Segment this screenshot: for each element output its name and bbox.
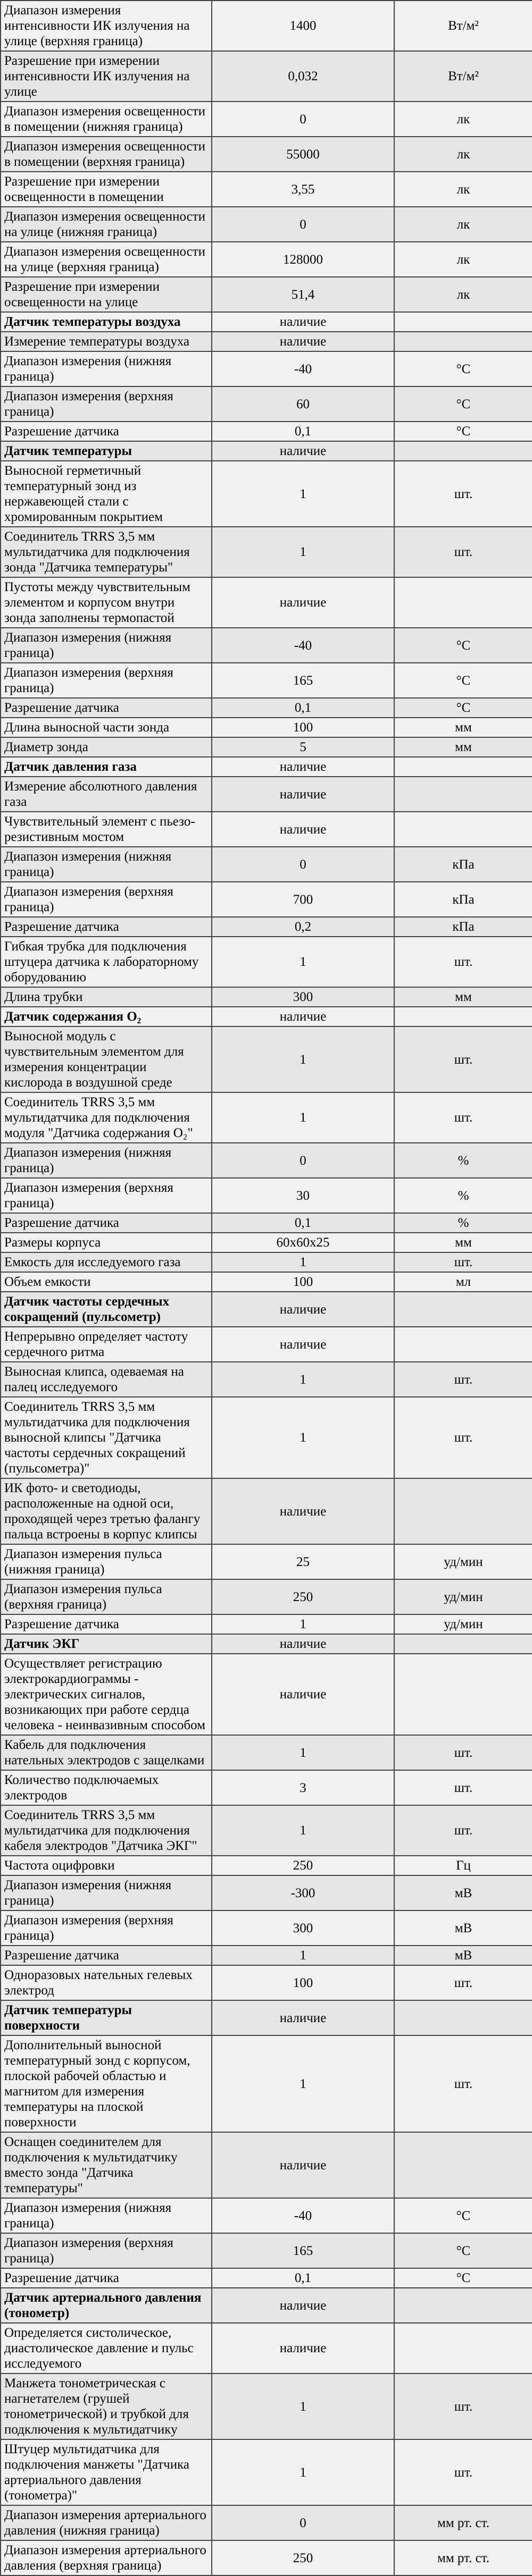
- parameter-name: Разрешение при измерении освещенности в помещении: [1, 172, 212, 207]
- parameter-name: Соединитель TRRS 3,5 мм мультидатчика для подключения модуля "Датчика содержания O₂": [1, 1092, 212, 1143]
- section-title: Датчик температуры поверхности: [1, 2000, 212, 2035]
- parameter-name: Количество подключаемых электродов: [1, 1770, 212, 1805]
- parameter-name: Диаметр зонда: [1, 737, 212, 757]
- parameter-value: наличие: [212, 812, 394, 847]
- parameter-name: Выносной герметичный температурный зонд из нержавеющей стали с хромированным покрытием: [1, 461, 212, 527]
- parameter-unit: [394, 1327, 532, 1362]
- section-title: Датчик температуры: [1, 441, 212, 461]
- table-row: [1, 1856, 532, 1875]
- parameter-value: 0: [212, 102, 394, 137]
- parameter-unit: шт.: [394, 527, 532, 577]
- table-row: [1, 1213, 532, 1233]
- parameter-value: 1: [212, 2035, 394, 2132]
- parameter-value: 1: [212, 1026, 394, 1092]
- parameter-value: наличие: [212, 2000, 394, 2035]
- parameter-value: 165: [212, 663, 394, 698]
- parameter-name: Дополнительный выносной температурный зонд с корпусом, плоской рабочей областью и магнитом для измерения температуры на плоской поверхности: [1, 2035, 212, 2132]
- parameter-name: Штуцер мультидатчика для подключения манжеты "Датчика артериального давления (тонометра)": [1, 2439, 212, 2505]
- parameter-name: Пустоты между чувствительным элементом и корпусом внутри зонда заполнены термопастой: [1, 577, 212, 628]
- parameter-name: Чувствительный элемент с пьезо-резистивным мостом: [1, 812, 212, 847]
- table-row: [1, 1544, 532, 1579]
- parameter-value: 25: [212, 1544, 394, 1579]
- parameter-name: Разрешение датчика: [1, 917, 212, 937]
- table-row: [1, 698, 532, 718]
- parameter-name: Разрешение датчика: [1, 2268, 212, 2288]
- parameter-name: Выносной модуль с чувствительным элементом для измерения концентрации кислорода в воздушной среде: [1, 1026, 212, 1092]
- table-row: [1, 1614, 532, 1634]
- parameter-name: Частота оцифровки: [1, 1856, 212, 1875]
- parameter-value: 0,1: [212, 1213, 394, 1233]
- parameter-unit: [394, 1654, 532, 1735]
- table-row: [1, 1965, 532, 2000]
- table-row: [1, 917, 532, 937]
- parameter-value: наличие: [212, 2323, 394, 2373]
- table-row: [1, 577, 532, 628]
- parameter-value: 1: [212, 1614, 394, 1634]
- section-row: [1, 441, 532, 461]
- table-row: [1, 1, 532, 51]
- parameter-value: 0: [212, 847, 394, 882]
- parameter-name: Осуществляет регистрацию электрокардиограммы - электрических сигналов, возникающих при работе сердца человека - неинвазивным способом: [1, 1654, 212, 1735]
- parameter-unit: шт.: [394, 1805, 532, 1856]
- parameter-value: 250: [212, 1856, 394, 1875]
- parameter-value: 1: [212, 1946, 394, 1965]
- table-row: [1, 812, 532, 847]
- table-row: [1, 1478, 532, 1544]
- parameter-name: Емкость для исследуемого газа: [1, 1252, 212, 1272]
- parameter-unit: мм: [394, 718, 532, 737]
- parameter-name: Диапазон измерения освещенности на улице (нижняя граница): [1, 207, 212, 242]
- parameter-unit: [394, 441, 532, 461]
- parameter-name: Соединитель TRRS 3,5 мм мультидатчика для подключения кабеля электродов "Датчика ЭКГ": [1, 1805, 212, 1856]
- parameter-name: Диапазон измерения (нижняя граница): [1, 1143, 212, 1178]
- parameter-name: Диапазон измерения интенсивности ИК излучения на улице (верхняя граница): [1, 1, 212, 51]
- parameter-value: 1: [212, 1092, 394, 1143]
- section-row: [1, 1634, 532, 1654]
- parameter-unit: кПа: [394, 917, 532, 937]
- parameter-name: Непрерывно определяет частоту сердечного ритма: [1, 1327, 212, 1362]
- parameter-unit: лк: [394, 277, 532, 312]
- parameter-unit: %: [394, 1213, 532, 1233]
- parameter-name: Диапазон измерения (верхняя граница): [1, 1910, 212, 1946]
- parameter-unit: [394, 2132, 532, 2198]
- parameter-unit: мл: [394, 1272, 532, 1292]
- parameter-unit: мВ: [394, 1910, 532, 1946]
- table-row: [1, 1272, 532, 1292]
- section-title: Датчик частоты сердечных сокращений (пульсометр): [1, 1292, 212, 1327]
- parameter-unit: °С: [394, 2198, 532, 2233]
- parameter-value: 700: [212, 882, 394, 917]
- parameter-name: Диапазон измерения освещенности в помещении (нижняя граница): [1, 102, 212, 137]
- parameter-unit: °С: [394, 2233, 532, 2268]
- section-row: [1, 2288, 532, 2323]
- table-row: [1, 277, 532, 312]
- table-row: [1, 2132, 532, 2198]
- parameter-name: Определяется систолическое, диастолическое давление и пульс исследуемого: [1, 2323, 212, 2373]
- parameter-unit: уд/мин: [394, 1544, 532, 1579]
- parameter-name: Диапазон измерения (нижняя граница): [1, 1875, 212, 1910]
- parameter-unit: кПа: [394, 882, 532, 917]
- parameter-value: наличие: [212, 332, 394, 351]
- parameter-name: Диапазон измерения пульса (нижняя граница): [1, 1544, 212, 1579]
- spec-table-body: [1, 1, 532, 2575]
- table-row: [1, 1579, 532, 1614]
- parameter-unit: мВ: [394, 1946, 532, 1965]
- parameter-name: Разрешение датчика: [1, 1946, 212, 1965]
- parameter-name: Объем емкости: [1, 1272, 212, 1292]
- parameter-value: 1: [212, 1362, 394, 1397]
- parameter-value: 30: [212, 1178, 394, 1213]
- parameter-value: наличие: [212, 577, 394, 628]
- parameter-unit: °С: [394, 698, 532, 718]
- table-row: [1, 1092, 532, 1143]
- parameter-unit: %: [394, 1178, 532, 1213]
- parameter-value: 0: [212, 2505, 394, 2540]
- table-row: [1, 847, 532, 882]
- parameter-unit: шт.: [394, 2035, 532, 2132]
- table-row: [1, 2540, 532, 2575]
- table-row: [1, 777, 532, 812]
- parameter-value: наличие: [212, 1634, 394, 1654]
- table-row: [1, 1252, 532, 1272]
- table-row: [1, 1362, 532, 1397]
- parameter-value: 60x60x25: [212, 1233, 394, 1252]
- parameter-value: 165: [212, 2233, 394, 2268]
- parameter-name: Разрешение при измерении интенсивности ИК излучения на улице: [1, 51, 212, 102]
- section-row: [1, 312, 532, 332]
- parameter-unit: [394, 757, 532, 777]
- parameter-unit: [394, 1634, 532, 1654]
- parameter-unit: %: [394, 1143, 532, 1178]
- section-row: [1, 2000, 532, 2035]
- parameter-unit: [394, 1292, 532, 1327]
- parameter-name: Диапазон измерения (нижняя граница): [1, 847, 212, 882]
- parameter-value: 55000: [212, 137, 394, 172]
- table-row: [1, 718, 532, 737]
- parameter-value: -300: [212, 1875, 394, 1910]
- parameter-value: 300: [212, 1910, 394, 1946]
- parameter-value: 300: [212, 987, 394, 1007]
- table-row: [1, 1805, 532, 1856]
- parameter-value: 1: [212, 527, 394, 577]
- parameter-value: 250: [212, 2540, 394, 2575]
- table-row: [1, 1327, 532, 1362]
- table-row: [1, 2373, 532, 2439]
- table-row: [1, 351, 532, 386]
- table-row: [1, 1910, 532, 1946]
- parameter-unit: шт.: [394, 1252, 532, 1272]
- parameter-unit: °С: [394, 628, 532, 663]
- parameter-name: Диапазон измерения артериального давления (нижняя граница): [1, 2505, 212, 2540]
- parameter-unit: [394, 777, 532, 812]
- parameter-name: Диапазон измерения (нижняя граница): [1, 351, 212, 386]
- parameter-name: Диапазон измерения (верхняя граница): [1, 1178, 212, 1213]
- parameter-unit: [394, 332, 532, 351]
- table-row: [1, 937, 532, 987]
- parameter-unit: мм: [394, 987, 532, 1007]
- parameter-value: 1: [212, 2439, 394, 2505]
- parameter-name: Одноразовых нательных гелевых электрод: [1, 1965, 212, 2000]
- parameter-value: наличие: [212, 1292, 394, 1327]
- parameter-name: Диапазон измерения (нижняя граница): [1, 2198, 212, 2233]
- parameter-unit: шт.: [394, 1965, 532, 2000]
- parameter-value: наличие: [212, 777, 394, 812]
- parameter-value: 100: [212, 1965, 394, 2000]
- section-title: Датчик содержания O₂: [1, 1007, 212, 1026]
- parameter-value: -40: [212, 628, 394, 663]
- parameter-name: Диапазон измерения пульса (верхняя граница): [1, 1579, 212, 1614]
- table-row: [1, 987, 532, 1007]
- parameter-value: 100: [212, 718, 394, 737]
- parameter-value: 0,032: [212, 51, 394, 102]
- parameter-unit: мм: [394, 1233, 532, 1252]
- parameter-unit: шт.: [394, 1735, 532, 1770]
- parameter-name: Измерение абсолютного давления газа: [1, 777, 212, 812]
- parameter-name: Гибкая трубка для подключения штуцера датчика к лабораторному оборудованию: [1, 937, 212, 987]
- parameter-unit: [394, 2323, 532, 2373]
- parameter-value: 128000: [212, 242, 394, 277]
- table-row: [1, 2198, 532, 2233]
- parameter-value: 3,55: [212, 172, 394, 207]
- parameter-value: 0: [212, 1143, 394, 1178]
- section-row: [1, 1007, 532, 1026]
- parameter-unit: [394, 1007, 532, 1026]
- parameter-unit: уд/мин: [394, 1579, 532, 1614]
- parameter-unit: [394, 2000, 532, 2035]
- parameter-name: Диапазон измерения (верхняя граница): [1, 2233, 212, 2268]
- parameter-name: Размеры корпуса: [1, 1233, 212, 1252]
- table-row: [1, 2268, 532, 2288]
- table-row: [1, 628, 532, 663]
- parameter-unit: [394, 812, 532, 847]
- section-title: Датчик ЭКГ: [1, 1634, 212, 1654]
- table-row: [1, 1735, 532, 1770]
- parameter-value: 60: [212, 386, 394, 422]
- parameter-unit: °С: [394, 2268, 532, 2288]
- parameter-unit: шт.: [394, 1397, 532, 1478]
- parameter-name: Разрешение датчика: [1, 698, 212, 718]
- parameter-name: Диапазон измерения (верхняя граница): [1, 882, 212, 917]
- table-row: [1, 1654, 532, 1735]
- parameter-unit: [394, 1478, 532, 1544]
- parameter-unit: °С: [394, 386, 532, 422]
- parameter-unit: мм рт. ст.: [394, 2505, 532, 2540]
- parameter-unit: [394, 312, 532, 332]
- parameter-unit: Вт/м²: [394, 51, 532, 102]
- parameter-name: Диапазон измерения освещенности в помещении (верхняя граница): [1, 137, 212, 172]
- parameter-value: 1400: [212, 1, 394, 51]
- parameter-name: Разрешение датчика: [1, 1213, 212, 1233]
- parameter-value: 1: [212, 1397, 394, 1478]
- parameter-value: 1: [212, 1735, 394, 1770]
- table-row: [1, 2439, 532, 2505]
- parameter-name: Оснащен соединителем для подключения к мультидатчику вместо зонда "Датчика температуры": [1, 2132, 212, 2198]
- parameter-value: 5: [212, 737, 394, 757]
- parameter-value: наличие: [212, 312, 394, 332]
- table-row: [1, 882, 532, 917]
- table-row: [1, 422, 532, 441]
- table-row: [1, 386, 532, 422]
- table-row: [1, 172, 532, 207]
- table-row: [1, 1397, 532, 1478]
- parameter-name: Соединитель TRRS 3,5 мм мультидатчика для подключения выносной клипсы "Датчика частоты сердечных сокращений (пульсометра)": [1, 1397, 212, 1478]
- parameter-value: наличие: [212, 1654, 394, 1735]
- parameter-value: 0,1: [212, 422, 394, 441]
- parameter-name: Длина трубки: [1, 987, 212, 1007]
- parameter-name: Диапазон измерения освещенности на улице (верхняя граница): [1, 242, 212, 277]
- parameter-unit: шт.: [394, 1770, 532, 1805]
- parameter-unit: кПа: [394, 847, 532, 882]
- parameter-name: Кабель для подключения нательных электродов с защелками: [1, 1735, 212, 1770]
- parameter-value: наличие: [212, 441, 394, 461]
- section-title: Датчик артериального давления (тонометр): [1, 2288, 212, 2323]
- table-row: [1, 102, 532, 137]
- parameter-name: Разрешение при измерении освещенности на улице: [1, 277, 212, 312]
- parameter-unit: °С: [394, 663, 532, 698]
- parameter-value: -40: [212, 351, 394, 386]
- table-row: [1, 242, 532, 277]
- table-row: [1, 1026, 532, 1092]
- parameter-unit: шт.: [394, 1092, 532, 1143]
- table-row: [1, 527, 532, 577]
- parameter-name: Диапазон измерения (верхняя граница): [1, 386, 212, 422]
- parameter-unit: Гц: [394, 1856, 532, 1875]
- parameter-unit: шт.: [394, 1026, 532, 1092]
- parameter-value: -40: [212, 2198, 394, 2233]
- parameter-unit: шт.: [394, 461, 532, 527]
- parameter-value: наличие: [212, 2288, 394, 2323]
- parameter-name: Диапазон измерения артериального давления (верхняя граница): [1, 2540, 212, 2575]
- table-row: [1, 663, 532, 698]
- parameter-value: наличие: [212, 1478, 394, 1544]
- parameter-value: наличие: [212, 1007, 394, 1026]
- table-row: [1, 1143, 532, 1178]
- parameter-value: наличие: [212, 2132, 394, 2198]
- table-row: [1, 207, 532, 242]
- table-row: [1, 51, 532, 102]
- parameter-unit: °С: [394, 351, 532, 386]
- section-title: Датчик давления газа: [1, 757, 212, 777]
- table-row: [1, 332, 532, 351]
- parameter-unit: лк: [394, 137, 532, 172]
- table-row: [1, 2323, 532, 2373]
- table-row: [1, 2505, 532, 2540]
- parameter-unit: лк: [394, 102, 532, 137]
- parameter-name: Манжета тонометрическая с нагнетателем (грушей тонометрической) и трубкой для подключения к мультидатчику: [1, 2373, 212, 2439]
- parameter-value: 250: [212, 1579, 394, 1614]
- parameter-unit: шт.: [394, 937, 532, 987]
- parameter-value: 1: [212, 1252, 394, 1272]
- table-row: [1, 461, 532, 527]
- table-row: [1, 1178, 532, 1213]
- parameter-value: 3: [212, 1770, 394, 1805]
- parameter-value: 100: [212, 1272, 394, 1292]
- table-row: [1, 2233, 532, 2268]
- table-row: [1, 1770, 532, 1805]
- table-row: [1, 1946, 532, 1965]
- parameter-name: Разрешение датчика: [1, 422, 212, 441]
- parameter-name: ИК фото- и светодиоды, расположенные на одной оси, проходящей через третью фалангу пальца встроены в корпус клипсы: [1, 1478, 212, 1544]
- parameter-name: Соединитель TRRS 3,5 мм мультидатчика для подключения зонда "Датчика температуры": [1, 527, 212, 577]
- parameter-unit: шт.: [394, 1362, 532, 1397]
- parameter-value: 1: [212, 1805, 394, 1856]
- parameter-unit: мВ: [394, 1875, 532, 1910]
- parameter-name: Диапазон измерения (верхняя граница): [1, 663, 212, 698]
- parameter-unit: мм рт. ст.: [394, 2540, 532, 2575]
- table-row: [1, 737, 532, 757]
- table-row: [1, 1233, 532, 1252]
- parameter-unit: уд/мин: [394, 1614, 532, 1634]
- parameter-value: 0,1: [212, 698, 394, 718]
- section-row: [1, 757, 532, 777]
- parameter-name: Длина выносной части зонда: [1, 718, 212, 737]
- parameter-value: 0: [212, 207, 394, 242]
- parameter-unit: шт.: [394, 2373, 532, 2439]
- section-row: [1, 1292, 532, 1327]
- parameter-value: 1: [212, 937, 394, 987]
- parameter-unit: лк: [394, 172, 532, 207]
- parameter-value: наличие: [212, 757, 394, 777]
- parameter-name: Выносная клипса, одеваемая на палец исследуемого: [1, 1362, 212, 1397]
- parameter-value: 0,2: [212, 917, 394, 937]
- parameter-value: 1: [212, 2373, 394, 2439]
- parameter-name: Разрешение датчика: [1, 1614, 212, 1634]
- parameter-unit: Вт/м²: [394, 1, 532, 51]
- parameter-value: 0,1: [212, 2268, 394, 2288]
- parameter-unit: °С: [394, 422, 532, 441]
- parameter-value: 1: [212, 461, 394, 527]
- table-row: [1, 1875, 532, 1910]
- parameter-unit: [394, 2288, 532, 2323]
- parameter-unit: мм: [394, 737, 532, 757]
- parameter-name: Диапазон измерения (нижняя граница): [1, 628, 212, 663]
- section-title: Датчик температуры воздуха: [1, 312, 212, 332]
- parameter-unit: шт.: [394, 2439, 532, 2505]
- parameter-unit: [394, 577, 532, 628]
- parameter-name: Измерение температуры воздуха: [1, 332, 212, 351]
- parameter-value: наличие: [212, 1327, 394, 1362]
- parameter-value: 51,4: [212, 277, 394, 312]
- parameter-unit: лк: [394, 207, 532, 242]
- parameter-unit: лк: [394, 242, 532, 277]
- table-row: [1, 2035, 532, 2132]
- table-row: [1, 137, 532, 172]
